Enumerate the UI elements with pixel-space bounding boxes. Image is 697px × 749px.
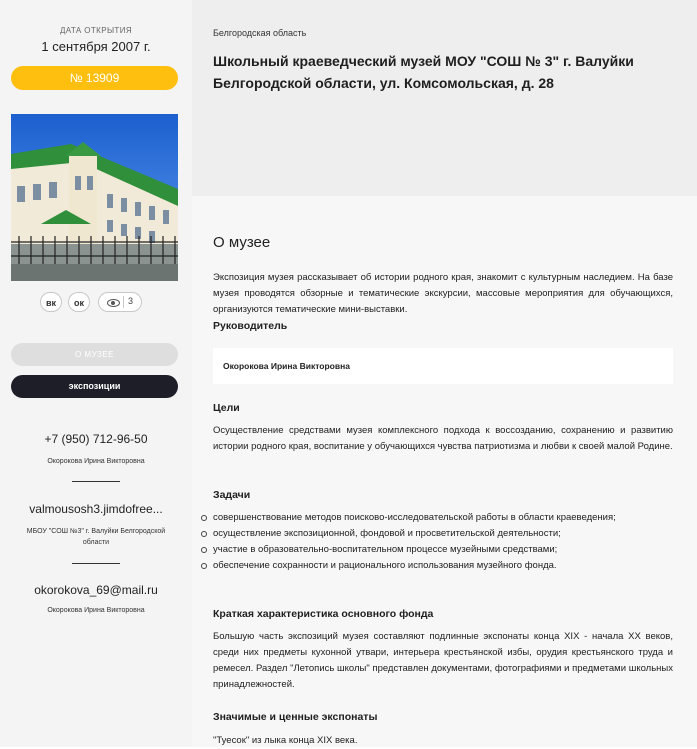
building-image (11, 114, 178, 281)
section-title: О музее (213, 234, 271, 251)
region-label: Белгородская область (213, 28, 307, 38)
vk-icon[interactable]: вк (40, 292, 62, 312)
leader-name: Окорокова Ирина Викторовна (223, 361, 350, 371)
contact-website-org: МБОУ "СОШ №3" г. Валуйки Белгородской области (26, 528, 166, 546)
task-text: осуществление экспозиционной, фондовой и просветительской деятельности; (213, 528, 561, 539)
task-text: участие в образовательно-воспитательном процессе музейными средствами; (213, 544, 558, 555)
bullet-icon (201, 531, 207, 537)
views-counter (98, 292, 142, 312)
page-title: Школьный краеведческий музей МОУ "СОШ № 3" г. Валуйки Белгородской области, ул. Комсомольская, д. 28 (213, 53, 634, 91)
expositions-button[interactable]: экспозиции (11, 375, 178, 398)
contact-email-person: Окорокова Ирина Викторовна (47, 607, 145, 614)
list-item (213, 558, 653, 574)
eye-icon (107, 299, 120, 307)
fund-text: Большую часть экспозиций музея составляют подлинные экспонаты конца XIX - начала XX веков, среди них предметы кухонной утвари, интерьера крестьянской избы, орудия крестьянского труда и ремесел. Раздел "Летопись школы" представлен документами, фотографиями и предметами школьных принадлежностей. (213, 631, 673, 690)
list-item (213, 542, 653, 558)
leader-card (213, 348, 673, 384)
goals-text: Осуществление средствами музея комплексного подхода к воссозданию, сохранению и развитию истории родного края, воспитание у обучающихся чувства патриотизма и любви к своей малой Родине. (213, 425, 673, 452)
contact-email[interactable]: okorokova_69@mail.ru (34, 583, 158, 597)
bullet-icon (201, 547, 207, 553)
tasks-list (213, 510, 653, 574)
bullet-icon (201, 563, 207, 569)
tasks-heading: Задачи (213, 489, 251, 501)
views-count: 3 (128, 296, 134, 306)
task-text: обеспечение сохранности и рационального использования музейного фонда. (213, 560, 557, 571)
exhibits-text: "Туесок" из лыка конца XIX века. (213, 735, 358, 746)
divider (72, 563, 120, 564)
divider (123, 296, 124, 308)
open-date: 1 сентября 2007 г. (41, 39, 151, 54)
fund-heading: Краткая характеристика основного фонда (213, 608, 434, 620)
divider (72, 481, 120, 482)
list-item (213, 510, 653, 526)
goals-heading: Цели (213, 402, 240, 414)
sidebar (0, 0, 192, 747)
about-museum-button[interactable]: О МУЗЕЕ (11, 343, 178, 366)
contact-phone[interactable]: +7 (950) 712-96-50 (44, 432, 148, 446)
odnoklassniki-icon[interactable]: ок (68, 292, 90, 312)
list-item (213, 526, 653, 542)
bullet-icon (201, 515, 207, 521)
museum-number-badge: № 13909 (11, 66, 178, 90)
task-text: совершенствование методов поисково-исследовательской работы в области краеведения; (213, 512, 616, 523)
exhibits-heading: Значимые и ценные экспонаты (213, 711, 378, 723)
leader-heading: Руководитель (213, 320, 288, 332)
museum-photo[interactable] (11, 114, 178, 281)
contact-phone-person: Окорокова Ирина Викторовна (47, 458, 145, 465)
intro-text: Экспозиция музея рассказывает об истории родного края, знакомит с культурным наследием. На базе музея проводятся обзорные и тематические экскурсии, массовые мероприятия для обучающихся, организуются тематические мини-выставки. (213, 272, 673, 315)
open-date-label: ДАТА ОТКРЫТИЯ (59, 26, 133, 35)
contact-website[interactable]: valmousosh3.jimdofree... (29, 502, 163, 516)
